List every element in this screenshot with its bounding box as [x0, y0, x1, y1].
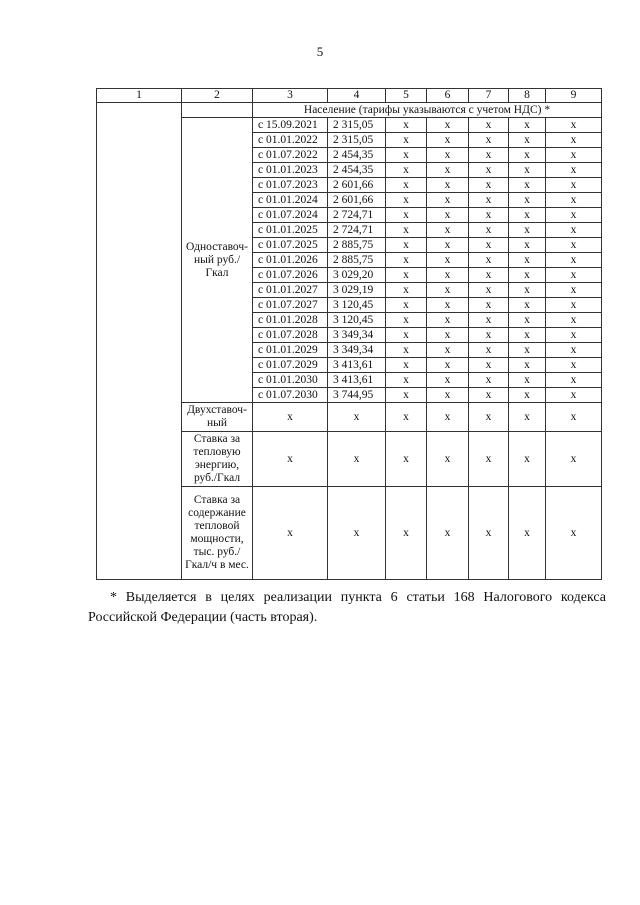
column-header: 4 — [328, 89, 386, 103]
mark-cell: x — [427, 298, 469, 313]
mark-cell: x — [253, 403, 328, 432]
mark-cell: x — [469, 223, 509, 238]
mark-cell: x — [328, 403, 386, 432]
mark-cell: x — [253, 432, 328, 487]
mark-cell: x — [509, 238, 546, 253]
mark-cell: x — [427, 193, 469, 208]
column-header: 6 — [427, 89, 469, 103]
mark-cell: x — [469, 208, 509, 223]
mark-cell: x — [509, 403, 546, 432]
mark-cell: x — [546, 133, 602, 148]
column-header: 5 — [386, 89, 427, 103]
mark-cell: x — [427, 148, 469, 163]
mark-cell: x — [509, 133, 546, 148]
column-header: 2 — [182, 89, 253, 103]
mark-cell: x — [427, 208, 469, 223]
col1-merged-cell — [97, 103, 182, 580]
tariff-value: 2 601,66 — [328, 193, 386, 208]
mark-cell: x — [386, 193, 427, 208]
mark-cell: x — [509, 373, 546, 388]
mark-cell: x — [546, 403, 602, 432]
tariff-value: 3 349,34 — [328, 343, 386, 358]
mark-cell: x — [386, 343, 427, 358]
tariff-value: 3 413,61 — [328, 358, 386, 373]
mark-cell: x — [546, 178, 602, 193]
date-cell: с 15.09.2021 — [253, 118, 328, 133]
date-cell: с 01.07.2028 — [253, 328, 328, 343]
tariff-value: 3 120,45 — [328, 313, 386, 328]
mark-cell: x — [427, 133, 469, 148]
mark-cell: x — [509, 432, 546, 487]
mark-cell: x — [427, 118, 469, 133]
mark-cell: x — [509, 163, 546, 178]
tariff-value: 3 120,45 — [328, 298, 386, 313]
tariff-value: 2 724,71 — [328, 208, 386, 223]
mark-cell: x — [427, 328, 469, 343]
capacity-rate-label: Ставка за содержание тепловой мощности, тыс. руб./Гкал/ч в мес. — [182, 487, 253, 580]
tariff-value: 2 454,35 — [328, 148, 386, 163]
tariff-value: 2 601,66 — [328, 178, 386, 193]
mark-cell: x — [427, 283, 469, 298]
mark-cell: x — [469, 298, 509, 313]
mark-cell: x — [469, 343, 509, 358]
mark-cell: x — [546, 163, 602, 178]
mark-cell: x — [469, 133, 509, 148]
mark-cell: x — [509, 118, 546, 133]
mark-cell: x — [328, 487, 386, 580]
date-cell: с 01.01.2027 — [253, 283, 328, 298]
date-cell: с 01.07.2024 — [253, 208, 328, 223]
mark-cell: x — [427, 388, 469, 403]
mark-cell: x — [386, 388, 427, 403]
mark-cell: x — [509, 388, 546, 403]
single-rate-label: Одноставоч-ный руб./Гкал — [182, 118, 253, 403]
mark-cell: x — [427, 432, 469, 487]
mark-cell: x — [469, 358, 509, 373]
mark-cell: x — [386, 328, 427, 343]
mark-cell: x — [546, 283, 602, 298]
mark-cell: x — [469, 118, 509, 133]
mark-cell: x — [509, 328, 546, 343]
mark-cell: x — [469, 193, 509, 208]
date-cell: с 01.01.2025 — [253, 223, 328, 238]
mark-cell: x — [253, 487, 328, 580]
mark-cell: x — [546, 238, 602, 253]
mark-cell: x — [469, 268, 509, 283]
mark-cell: x — [386, 133, 427, 148]
mark-cell: x — [469, 432, 509, 487]
mark-cell: x — [469, 328, 509, 343]
mark-cell: x — [546, 253, 602, 268]
page-number: 5 — [316, 44, 324, 59]
mark-cell: x — [509, 283, 546, 298]
mark-cell: x — [386, 403, 427, 432]
header-row — [97, 89, 602, 103]
mark-cell: x — [469, 283, 509, 298]
mark-cell: x — [386, 253, 427, 268]
mark-cell: x — [546, 268, 602, 283]
mark-cell: x — [427, 487, 469, 580]
mark-cell: x — [427, 178, 469, 193]
mark-cell: x — [386, 118, 427, 133]
mark-cell: x — [546, 148, 602, 163]
mark-cell: x — [386, 373, 427, 388]
mark-cell: x — [469, 403, 509, 432]
mark-cell: x — [509, 487, 546, 580]
mark-cell: x — [546, 193, 602, 208]
mark-cell: x — [546, 208, 602, 223]
mark-cell: x — [328, 432, 386, 487]
mark-cell: x — [386, 163, 427, 178]
mark-cell: x — [509, 253, 546, 268]
tariff-value: 3 349,34 — [328, 328, 386, 343]
mark-cell: x — [509, 298, 546, 313]
date-cell: с 01.07.2023 — [253, 178, 328, 193]
mark-cell: x — [427, 358, 469, 373]
two-rate-label: Двухставоч-ный — [182, 403, 253, 432]
mark-cell: x — [509, 193, 546, 208]
mark-cell: x — [509, 178, 546, 193]
date-cell: с 01.07.2027 — [253, 298, 328, 313]
date-cell: с 01.01.2024 — [253, 193, 328, 208]
mark-cell: x — [509, 148, 546, 163]
footnote — [88, 588, 606, 628]
mark-cell: x — [469, 313, 509, 328]
mark-cell: x — [546, 358, 602, 373]
date-cell: с 01.07.2025 — [253, 238, 328, 253]
tariff-value: 2 885,75 — [328, 253, 386, 268]
mark-cell: x — [546, 328, 602, 343]
mark-cell: x — [427, 313, 469, 328]
date-cell: с 01.01.2028 — [253, 313, 328, 328]
mark-cell: x — [469, 178, 509, 193]
section-title: Население (тарифы указываются с учетом НДС) * — [253, 103, 602, 118]
mark-cell: x — [469, 148, 509, 163]
mark-cell: x — [546, 298, 602, 313]
mark-cell: x — [386, 283, 427, 298]
mark-cell: x — [386, 358, 427, 373]
mark-cell: x — [509, 343, 546, 358]
mark-cell: x — [509, 268, 546, 283]
mark-cell: x — [469, 388, 509, 403]
column-header: 7 — [469, 89, 509, 103]
mark-cell: x — [509, 208, 546, 223]
mark-cell: x — [386, 238, 427, 253]
mark-cell: x — [427, 238, 469, 253]
mark-cell: x — [386, 487, 427, 580]
date-cell: с 01.01.2022 — [253, 133, 328, 148]
tariff-table — [96, 88, 602, 580]
mark-cell: x — [469, 373, 509, 388]
mark-cell: x — [469, 253, 509, 268]
mark-cell: x — [509, 313, 546, 328]
mark-cell: x — [427, 253, 469, 268]
mark-cell: x — [469, 163, 509, 178]
mark-cell: x — [546, 432, 602, 487]
date-cell: с 01.07.2030 — [253, 388, 328, 403]
date-cell: с 01.01.2029 — [253, 343, 328, 358]
tariff-value: 2 454,35 — [328, 163, 386, 178]
mark-cell: x — [546, 373, 602, 388]
mark-cell: x — [427, 403, 469, 432]
tariff-value: 3 413,61 — [328, 373, 386, 388]
mark-cell: x — [386, 298, 427, 313]
tariff-value: 2 885,75 — [328, 238, 386, 253]
mark-cell: x — [427, 373, 469, 388]
date-cell: с 01.07.2026 — [253, 268, 328, 283]
mark-cell: x — [386, 268, 427, 283]
tariff-value: 3 029,20 — [328, 268, 386, 283]
tariff-value: 3 744,95 — [328, 388, 386, 403]
tariff-value: 2 724,71 — [328, 223, 386, 238]
mark-cell: x — [386, 178, 427, 193]
mark-cell: x — [546, 223, 602, 238]
mark-cell: x — [546, 388, 602, 403]
date-cell: с 01.01.2026 — [253, 253, 328, 268]
mark-cell: x — [386, 223, 427, 238]
footnote-text: Выделяется в целях реализации пункта 6 статьи 168 Налогового кодекса Российской Федерации (часть вторая). — [88, 590, 607, 625]
tariff-value: 2 315,05 — [328, 118, 386, 133]
section-row — [97, 103, 602, 118]
mark-cell: x — [509, 358, 546, 373]
mark-cell: x — [546, 118, 602, 133]
date-cell: с 01.07.2022 — [253, 148, 328, 163]
mark-cell: x — [469, 238, 509, 253]
mark-cell: x — [386, 313, 427, 328]
date-cell: с 01.01.2030 — [253, 373, 328, 388]
footnote-marker: * — [110, 590, 117, 605]
date-cell: с 01.01.2023 — [253, 163, 328, 178]
mark-cell: x — [427, 268, 469, 283]
mark-cell: x — [469, 487, 509, 580]
mark-cell: x — [427, 343, 469, 358]
mark-cell: x — [386, 208, 427, 223]
mark-cell: x — [546, 487, 602, 580]
tariff-value: 3 029,19 — [328, 283, 386, 298]
column-header: 8 — [509, 89, 546, 103]
mark-cell: x — [386, 432, 427, 487]
mark-cell: x — [427, 223, 469, 238]
col2-empty-cell — [182, 103, 253, 118]
mark-cell: x — [427, 163, 469, 178]
column-header: 1 — [97, 89, 182, 103]
mark-cell: x — [546, 313, 602, 328]
mark-cell: x — [386, 148, 427, 163]
tariff-value: 2 315,05 — [328, 133, 386, 148]
column-header: 3 — [253, 89, 328, 103]
mark-cell: x — [546, 343, 602, 358]
column-header: 9 — [546, 89, 602, 103]
mark-cell: x — [509, 223, 546, 238]
heat-energy-rate-label: Ставка за тепловую энергию, руб./Гкал — [182, 432, 253, 487]
date-cell: с 01.07.2029 — [253, 358, 328, 373]
